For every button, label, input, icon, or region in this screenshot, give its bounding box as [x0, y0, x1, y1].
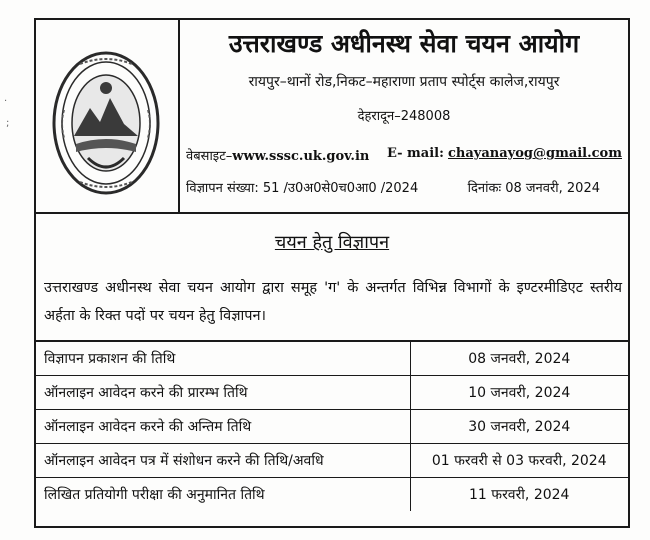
commission-emblem-icon — [50, 48, 162, 198]
scan-mark: ; — [6, 118, 10, 129]
letterhead — [34, 18, 630, 214]
notice-heading-text: चयन हेतु विज्ञापन — [274, 232, 390, 253]
notice-body — [34, 214, 630, 528]
notice-heading — [36, 230, 628, 254]
commission-city: देहरादून–248008 — [357, 109, 451, 124]
website-line — [186, 146, 369, 164]
schedule-date: 08 जनवरी, 2024 — [410, 341, 628, 375]
logo-cell — [36, 20, 180, 212]
schedule-event: लिखित प्रतियोगी परीक्षा की अनुमानित तिथि — [36, 477, 410, 511]
schedule-event: ऑनलाइन आवेदन पत्र में संशोधन करने की तिथि/अवधि — [36, 443, 410, 477]
website-link[interactable]: www.sssc.uk.gov.in — [232, 149, 370, 164]
scan-mark: · — [4, 96, 8, 107]
schedule-date: 11 फरवरी, 2024 — [410, 477, 628, 511]
table-row — [36, 409, 628, 443]
schedule-event: ऑनलाइन आवेदन करने की अन्तिम तिथि — [36, 409, 410, 443]
commission-address: रायपुर–थानों रोड,निकट–महाराणा प्रताप स्पोर्ट्स कालेज,रायपुर — [248, 74, 560, 90]
commission-name: उत्तराखण्ड अधीनस्थ सेवा चयन आयोग — [228, 29, 580, 58]
website-label: वेबसाइट– — [186, 149, 233, 164]
email-link[interactable]: chayanayog@gmail.com — [448, 146, 622, 161]
schedule-event: ऑनलाइन आवेदन करने की प्रारम्भ तिथि — [36, 375, 410, 409]
schedule-date: 01 फरवरी से 03 फरवरी, 2024 — [410, 443, 628, 477]
schedule-table — [36, 340, 628, 511]
notice-text: उत्तराखण्ड अधीनस्थ सेवा चयन आयोग द्वारा समूह 'ग' के अन्तर्गत विभिन्न विभागों के इण्टरमीडिएट स्तरीय अर्हता के रिक्त पदों पर चयन हेतु विज्ञापन। — [44, 280, 622, 324]
table-row — [36, 477, 628, 511]
schedule-event: विज्ञापन प्रकाशन की तिथि — [36, 341, 410, 375]
advertisement-date: दिनांकः 08 जनवरी, 2024 — [467, 181, 600, 196]
email-line — [387, 146, 622, 161]
advertisement-number: विज्ञापन संख्या: 51 /उ0अ0से0च0आ0 /2024 — [186, 181, 419, 196]
table-row — [36, 341, 628, 375]
schedule-date: 10 जनवरी, 2024 — [410, 375, 628, 409]
email-label: E- mail: — [386, 146, 444, 161]
schedule-date: 30 जनवरी, 2024 — [410, 409, 628, 443]
table-row — [36, 443, 628, 477]
table-row — [36, 375, 628, 409]
